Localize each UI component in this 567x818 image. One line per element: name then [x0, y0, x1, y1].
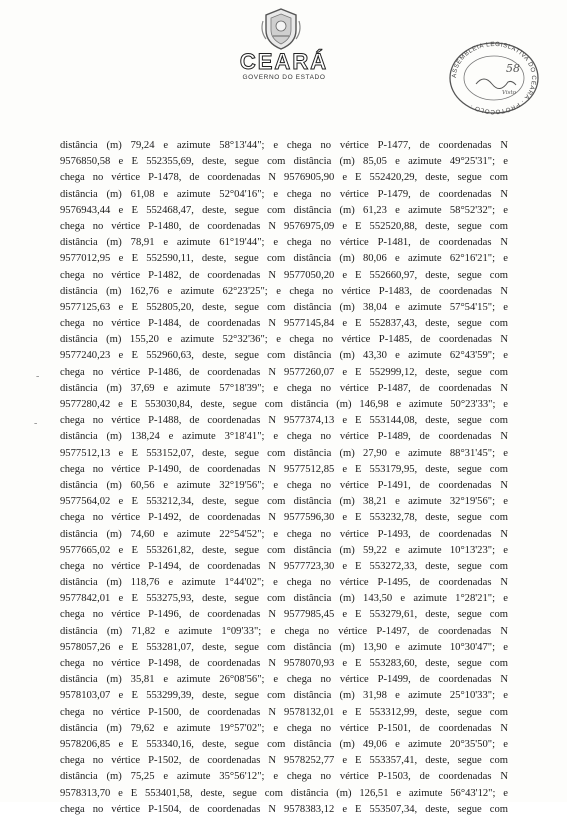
text-line: distância (m) 60,56 e azimute 32°19'56"; e chega no vértice P-1491, de coordenadas N — [60, 479, 508, 491]
state-coat-of-arms-icon — [258, 6, 304, 52]
text-line: distância (m) 71,82 e azimute 1°09'33"; e chega no vértice P-1497, de coordenadas N — [60, 625, 508, 637]
text-line: chega no vértice P-1490, de coordenadas N 9577512,85 e E 553179,95, deste, segue com — [60, 463, 508, 475]
margin-mark: - — [36, 371, 40, 382]
text-line: chega no vértice P-1500, de coordenadas N 9578132,01 e E 553312,99, deste, segue com — [60, 706, 508, 718]
text-line: 9577240,23 e E 552960,63, deste, segue com distância (m) 43,30 e azimute 62°43'59"; e — [60, 350, 508, 362]
text-line: distância (m) 79,24 e azimute 58°13'44"; e chega no vértice P-1477, de coordenadas N — [60, 140, 508, 151]
text-line: distância (m) 162,76 e azimute 62°23'25"; e chega no vértice P-1483, de coordenadas N — [60, 285, 508, 297]
survey-description-text — [60, 138, 508, 818]
text-line: chega no vértice P-1504, de coordenadas N 9578383,12 e E 553507,34, deste, segue com — [60, 803, 508, 815]
text-line: distância (m) 61,08 e azimute 52°04'16"; e chega no vértice P-1479, de coordenadas N — [60, 188, 508, 200]
text-line: chega no vértice P-1492, de coordenadas N 9577596,30 e E 553232,78, deste, segue com — [60, 512, 508, 524]
stamp-number: 58 — [506, 62, 520, 75]
text-line: distância (m) 79,62 e azimute 19°57'02"; e chega no vértice P-1501, de coordenadas N — [60, 722, 508, 734]
text-line: 9576943,44 e E 552468,47, deste, segue com distância (m) 61,23 e azimute 58°52'32"; e — [60, 204, 508, 216]
text-line: chega no vértice P-1496, de coordenadas N 9577985,45 e E 553279,61, deste, segue com — [60, 609, 508, 621]
protocol-stamp-icon — [446, 40, 542, 116]
text-line: distância (m) 37,69 e azimute 57°18'39"; e chega no vértice P-1487, de coordenadas N — [60, 382, 508, 394]
text-line: 9578057,26 e E 553281,07, deste, segue com distância (m) 13,90 e azimute 10°30'47"; e — [60, 641, 508, 653]
text-line: chega no vértice P-1484, de coordenadas N 9577145,84 e E 552837,43, deste, segue com — [60, 318, 508, 330]
text-line: 9577012,95 e E 552590,11, deste, segue com distância (m) 80,06 e azimute 62°16'21"; e — [60, 253, 508, 265]
text-line: 9578103,07 e E 553299,39, deste, segue com distância (m) 31,98 e azimute 25°10'33"; e — [60, 690, 508, 702]
margin-mark: - — [34, 418, 38, 429]
text-line: 9577125,63 e E 552805,20, deste, segue com distância (m) 38,04 e azimute 57°54'15"; e — [60, 301, 508, 313]
text-line: 9577564,02 e E 553212,34, deste, segue com distância (m) 38,21 e azimute 32°19'56"; e — [60, 496, 508, 508]
header-subtitle: GOVERNO DO ESTADO — [242, 74, 326, 81]
text-line: 9578313,70 e E 553401,58, deste, segue com distância (m) 126,51 e azimute 56°43'12"; e — [60, 787, 508, 799]
text-line: chega no vértice P-1482, de coordenadas N 9577050,20 e E 552660,97, deste, segue com — [60, 269, 508, 281]
stamp-ring-text: ASSEMBLEIA LEGISLATIVA DO CEARÁ · PROTOCOLO · — [450, 40, 538, 116]
text-line: distância (m) 35,81 e azimute 26°08'56"; e chega no vértice P-1499, de coordenadas N — [60, 674, 508, 686]
text-line: 9577512,13 e E 553152,07, deste, segue com distância (m) 27,90 e azimute 88°31'45"; e — [60, 447, 508, 459]
text-line: chega no vértice P-1502, de coordenadas N 9578252,77 e E 553357,41, deste, segue com — [60, 755, 508, 767]
text-line: chega no vértice P-1498, de coordenadas N 9578070,93 e E 553283,60, deste, segue com — [60, 658, 508, 669]
text-line: chega no vértice P-1480, de coordenadas N 9576975,09 e E 552520,88, deste, segue com — [60, 220, 508, 232]
text-line: distância (m) 155,20 e azimute 52°32'36"; e chega no vértice P-1485, de coordenadas N — [60, 334, 508, 346]
text-line: 9577280,42 e E 553030,84, deste, segue com distância (m) 146,98 e azimute 50°23'33"; e — [60, 399, 508, 410]
text-line: 9578206,85 e E 553340,16, deste, segue com distância (m) 49,06 e azimute 20°35'50"; e — [60, 738, 508, 750]
text-line: distância (m) 118,76 e azimute 1°44'02"; e chega no vértice P-1495, de coordenadas N — [60, 577, 508, 589]
text-line: 9577665,02 e E 553261,82, deste, segue com distância (m) 59,22 e azimute 10°13'23"; e — [60, 544, 508, 556]
header-brand: CEARÁ — [239, 49, 329, 74]
text-line: chega no vértice P-1488, de coordenadas N 9577374,13 e E 553144,08, deste, segue com — [60, 415, 508, 427]
text-line: chega no vértice P-1486, de coordenadas N 9577260,07 e E 552999,12, deste, segue com — [60, 366, 508, 378]
text-line: 9576850,58 e E 552355,69, deste, segue com distância (m) 85,05 e azimute 49°25'31"; e — [60, 156, 508, 168]
text-line: distância (m) 75,25 e azimute 35°56'12"; e chega no vértice P-1503, de coordenadas N — [60, 771, 508, 783]
text-line: chega no vértice P-1494, de coordenadas N 9577723,30 e E 553272,33, deste, segue com — [60, 560, 508, 572]
text-line: distância (m) 74,60 e azimute 22°54'52"; e chega no vértice P-1493, de coordenadas N — [60, 528, 508, 540]
text-line: distância (m) 78,91 e azimute 61°19'44"; e chega no vértice P-1481, de coordenadas N — [60, 237, 508, 249]
text-line: 9577842,01 e E 553275,93, deste, segue com distância (m) 143,50 e azimute 1°28'21"; e — [60, 593, 508, 605]
stamp-year: Visto — [502, 90, 516, 96]
text-line: chega no vértice P-1478, de coordenadas N 9576905,90 e E 552420,29, deste, segue com — [60, 172, 508, 184]
text-line: distância (m) 138,24 e azimute 3°18'41"; e chega no vértice P-1489, de coordenadas N — [60, 431, 508, 443]
